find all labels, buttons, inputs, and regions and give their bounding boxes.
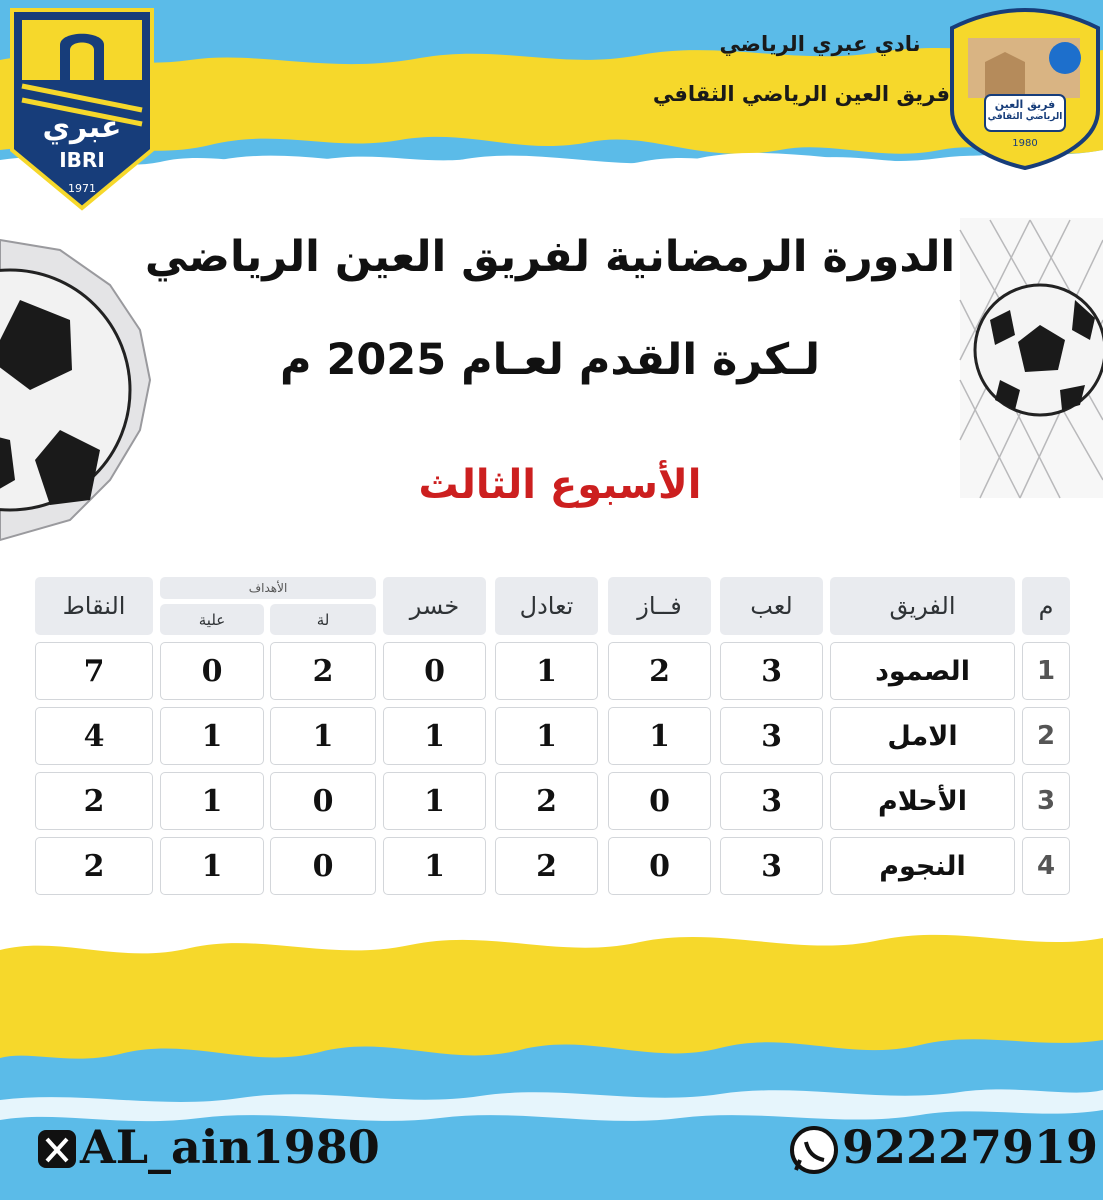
- cell-won: 0: [608, 837, 711, 895]
- header-lost: خسر: [383, 577, 486, 635]
- ibri-logo-latin: IBRI: [59, 148, 105, 172]
- cell-goals-against: 1: [160, 837, 264, 895]
- cell-goals-for: 0: [270, 837, 376, 895]
- cell-rank: 4: [1022, 837, 1070, 895]
- header-goals: الأهداف: [160, 577, 376, 599]
- cell-drawn: 2: [495, 772, 598, 830]
- x-handle: AL_ain1980: [80, 1120, 380, 1174]
- cell-lost: 1: [383, 772, 486, 830]
- header-team: الفريق: [830, 577, 1015, 635]
- cell-team: الأحلام: [830, 772, 1015, 830]
- cell-goals-against: 1: [160, 772, 264, 830]
- cell-points: 2: [35, 772, 153, 830]
- cell-drawn: 1: [495, 707, 598, 765]
- cell-goals-against: 1: [160, 707, 264, 765]
- cell-lost: 1: [383, 707, 486, 765]
- cell-goals-for: 2: [270, 642, 376, 700]
- cell-team: الامل: [830, 707, 1015, 765]
- header-rank: م: [1022, 577, 1070, 635]
- ibri-logo-year: 1971: [68, 182, 96, 195]
- cell-goals-against: 0: [160, 642, 264, 700]
- cell-rank: 2: [1022, 707, 1070, 765]
- cell-points: 4: [35, 707, 153, 765]
- club-name: نادي عبري الرياضي: [719, 32, 921, 56]
- cell-lost: 1: [383, 837, 486, 895]
- ibri-logo-arabic: عبري: [42, 110, 122, 145]
- tournament-title: الدورة الرمضانية لفريق العين الرياضي: [144, 232, 956, 282]
- header-goals-for: لة: [270, 604, 376, 635]
- cell-rank: 1: [1022, 642, 1070, 700]
- header-drawn: تعادل: [495, 577, 598, 635]
- cell-played: 3: [720, 707, 823, 765]
- whatsapp-number: 92227919: [842, 1120, 1099, 1174]
- cell-goals-for: 1: [270, 707, 376, 765]
- cell-drawn: 1: [495, 642, 598, 700]
- tournament-subtitle: لـكرة القدم لعـام 2025 م: [279, 335, 821, 385]
- alain-logo-line2: الرياضي الثقافي: [987, 112, 1063, 122]
- cell-won: 1: [608, 707, 711, 765]
- cell-rank: 3: [1022, 772, 1070, 830]
- left-soccer-ball-art: [0, 240, 150, 540]
- header-won: فــاز: [608, 577, 711, 635]
- cell-won: 0: [608, 772, 711, 830]
- cell-team: النجوم: [830, 837, 1015, 895]
- header-points: النقاط: [35, 577, 153, 635]
- cell-points: 7: [35, 642, 153, 700]
- cell-won: 2: [608, 642, 711, 700]
- header-played: لعب: [720, 577, 823, 635]
- cell-played: 3: [720, 642, 823, 700]
- bottom-yellow-brush: [0, 935, 1103, 1059]
- cell-lost: 0: [383, 642, 486, 700]
- cell-played: 3: [720, 837, 823, 895]
- cell-goals-for: 0: [270, 772, 376, 830]
- alain-logo-year: 1980: [1012, 138, 1038, 149]
- team-full-name: فريق العين الرياضي الثقافي: [652, 82, 950, 106]
- cell-points: 2: [35, 837, 153, 895]
- header-goals-against: علية: [160, 604, 264, 635]
- cell-drawn: 2: [495, 837, 598, 895]
- alain-logo-line1: فريق العين: [994, 98, 1056, 111]
- cell-played: 3: [720, 772, 823, 830]
- week-label: الأسبوع الثالث: [418, 462, 702, 508]
- right-net-ball-art: [960, 218, 1103, 498]
- cell-team: الصمود: [830, 642, 1015, 700]
